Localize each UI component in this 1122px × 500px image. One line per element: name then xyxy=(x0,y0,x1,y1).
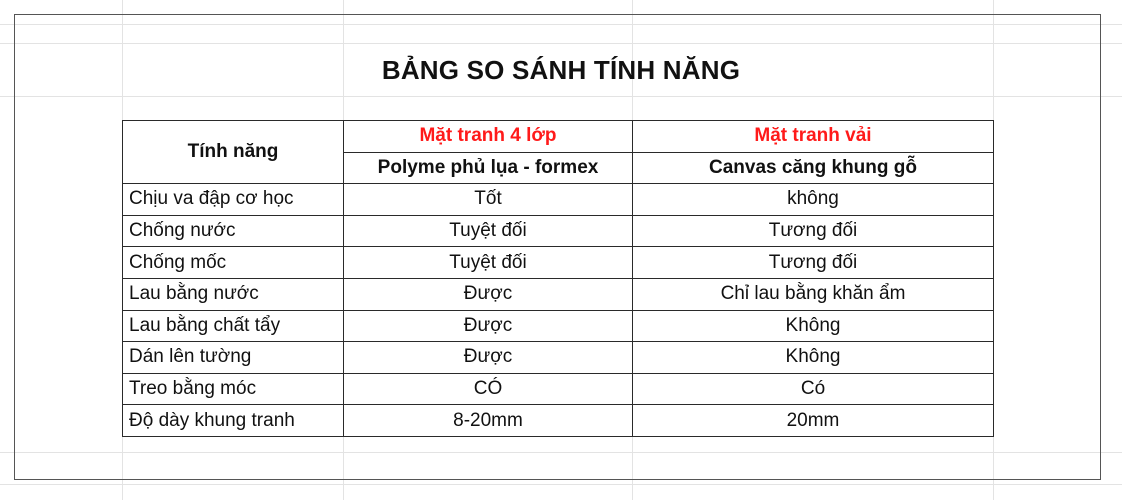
value-cell[interactable]: Tương đối xyxy=(633,247,994,279)
table-row xyxy=(123,247,994,279)
product-subtitle-cell[interactable]: Canvas căng khung gỗ xyxy=(633,152,994,184)
feature-cell[interactable]: Chịu va đập cơ học xyxy=(123,184,344,216)
table-row xyxy=(123,405,994,437)
value-cell[interactable]: Chỉ lau bằng khăn ẩm xyxy=(633,278,994,310)
feature-cell[interactable]: Lau bằng nước xyxy=(123,278,344,310)
table-row xyxy=(123,184,994,216)
product-name-cell[interactable]: Mặt tranh 4 lớp xyxy=(344,121,633,153)
feature-cell[interactable]: Độ dày khung tranh xyxy=(123,405,344,437)
table-row xyxy=(123,373,994,405)
feature-column-header[interactable]: Tính năng xyxy=(123,121,344,184)
feature-cell[interactable]: Chống nước xyxy=(123,215,344,247)
product-subtitle-cell[interactable]: Polyme phủ lụa - formex xyxy=(344,152,633,184)
table-row xyxy=(123,310,994,342)
value-cell[interactable]: CÓ xyxy=(344,373,633,405)
value-cell[interactable]: 8-20mm xyxy=(344,405,633,437)
value-cell[interactable]: Được xyxy=(344,310,633,342)
value-cell[interactable]: Được xyxy=(344,342,633,374)
value-cell[interactable]: Tuyệt đối xyxy=(344,215,633,247)
value-cell[interactable]: Tốt xyxy=(344,184,633,216)
table-row xyxy=(123,342,994,374)
feature-cell[interactable]: Dán lên tường xyxy=(123,342,344,374)
value-cell[interactable]: không xyxy=(633,184,994,216)
value-cell[interactable]: Có xyxy=(633,373,994,405)
value-cell[interactable]: Được xyxy=(344,278,633,310)
value-cell[interactable]: 20mm xyxy=(633,405,994,437)
grid-row-line xyxy=(0,484,1122,485)
value-cell[interactable]: Không xyxy=(633,310,994,342)
page-title: BẢNG SO SÁNH TÍNH NĂNG xyxy=(381,55,741,85)
feature-cell[interactable]: Chống mốc xyxy=(123,247,344,279)
table-row xyxy=(123,215,994,247)
feature-cell[interactable]: Lau bằng chất tẩy xyxy=(123,310,344,342)
header-row xyxy=(123,121,994,153)
product-name-cell[interactable]: Mặt tranh vải xyxy=(633,121,994,153)
table-row xyxy=(123,278,994,310)
value-cell[interactable]: Tuyệt đối xyxy=(344,247,633,279)
comparison-table xyxy=(122,120,994,437)
value-cell[interactable]: Không xyxy=(633,342,994,374)
feature-cell[interactable]: Treo bằng móc xyxy=(123,373,344,405)
value-cell[interactable]: Tương đối xyxy=(633,215,994,247)
